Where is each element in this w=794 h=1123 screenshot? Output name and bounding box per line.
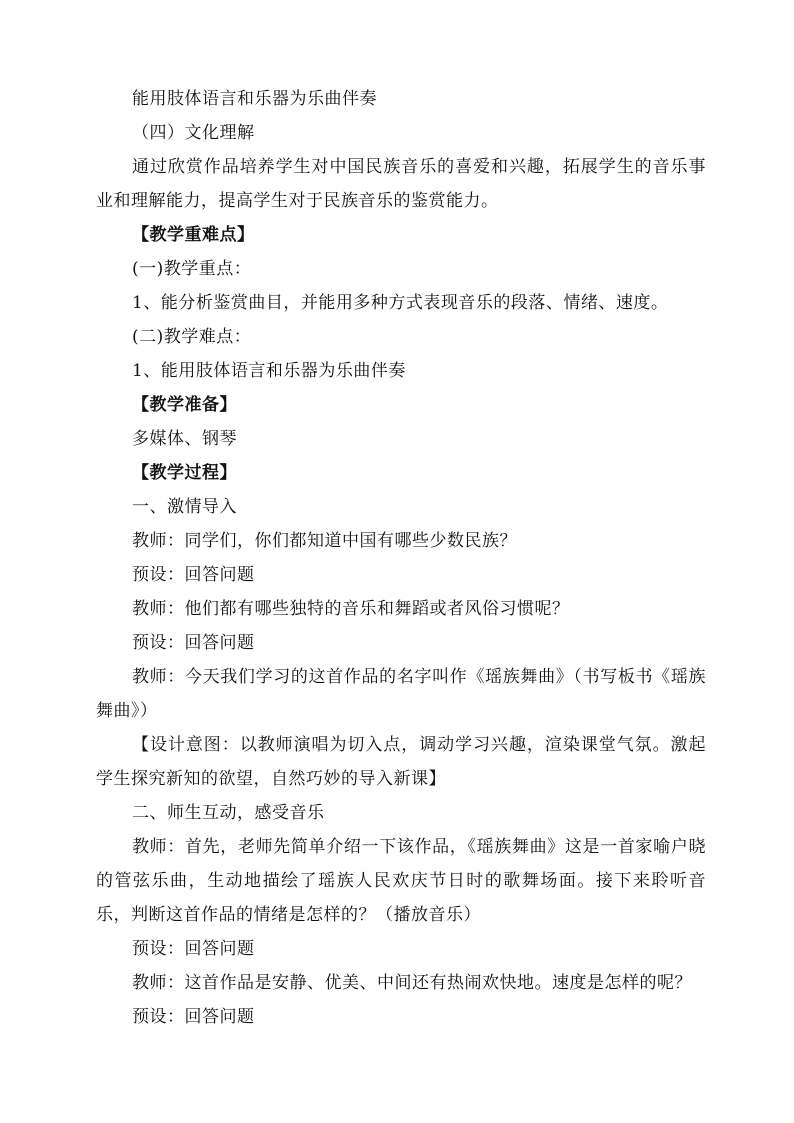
dialogue-line: 教师：这首作品是安静、优美、中间还有热闹欢快地。速度是怎样的呢？ [132, 973, 692, 993]
section-heading: （四）文化理解 [132, 123, 255, 143]
dialogue-line: 预设：回答问题 [132, 939, 255, 959]
dialogue-line: 教师：同学们，你们都知道中国有哪些少数民族？ [132, 531, 517, 551]
text-line: 能用肢体语言和乐器为乐曲伴奏 [132, 89, 377, 109]
section-heading-bold: 【教学过程】 [132, 463, 237, 483]
paragraph: 教师：首先，老师先简单介绍一下该作品，《瑶族舞曲》这是一首家喻户晓的管弦乐曲，生动地描绘了瑶族人民欢庆节日时的歌舞场面。接下来聆听音乐，判断这首作品的情绪是怎样的？（播放音乐） [96, 837, 706, 925]
section-heading-bold: 【教学重难点】 [132, 225, 255, 245]
subheading: (二)教学难点： [132, 327, 252, 347]
section-heading-bold: 【教学准备】 [132, 395, 237, 415]
dialogue-line: 预设：回答问题 [132, 1007, 255, 1027]
paragraph: 教师：今天我们学习的这首作品的名字叫作《瑶族舞曲》（书写板书《瑶族舞曲》） [96, 667, 706, 721]
subheading: 一、激情导入 [132, 497, 237, 517]
dialogue-line: 预设：回答问题 [132, 565, 255, 585]
text-line: 多媒体、钢琴 [132, 429, 237, 449]
design-intent-paragraph: 【设计意图：以教师演唱为切入点，调动学习兴趣，渲染课堂气氛。激起学生探究新知的欲望，自然巧妙的导入新课】 [96, 735, 706, 789]
dialogue-line: 预设：回答问题 [132, 633, 255, 653]
paragraph: 通过欣赏作品培养学生对中国民族音乐的喜爱和兴趣，拓展学生的音乐事业和理解能力，提高学生对于民族音乐的鉴赏能力。 [96, 157, 706, 211]
dialogue-line: 教师：他们都有哪些独特的音乐和舞蹈或者风俗习惯呢？ [132, 599, 570, 619]
subheading: (一)教学重点： [132, 259, 252, 279]
text-line: 1、能用肢体语言和乐器为乐曲伴奏 [132, 361, 406, 381]
text-line: 1、能分析鉴赏曲目，并能用多种方式表现音乐的段落、情绪、速度。 [132, 293, 669, 313]
subheading: 二、师生互动，感受音乐 [132, 803, 325, 823]
